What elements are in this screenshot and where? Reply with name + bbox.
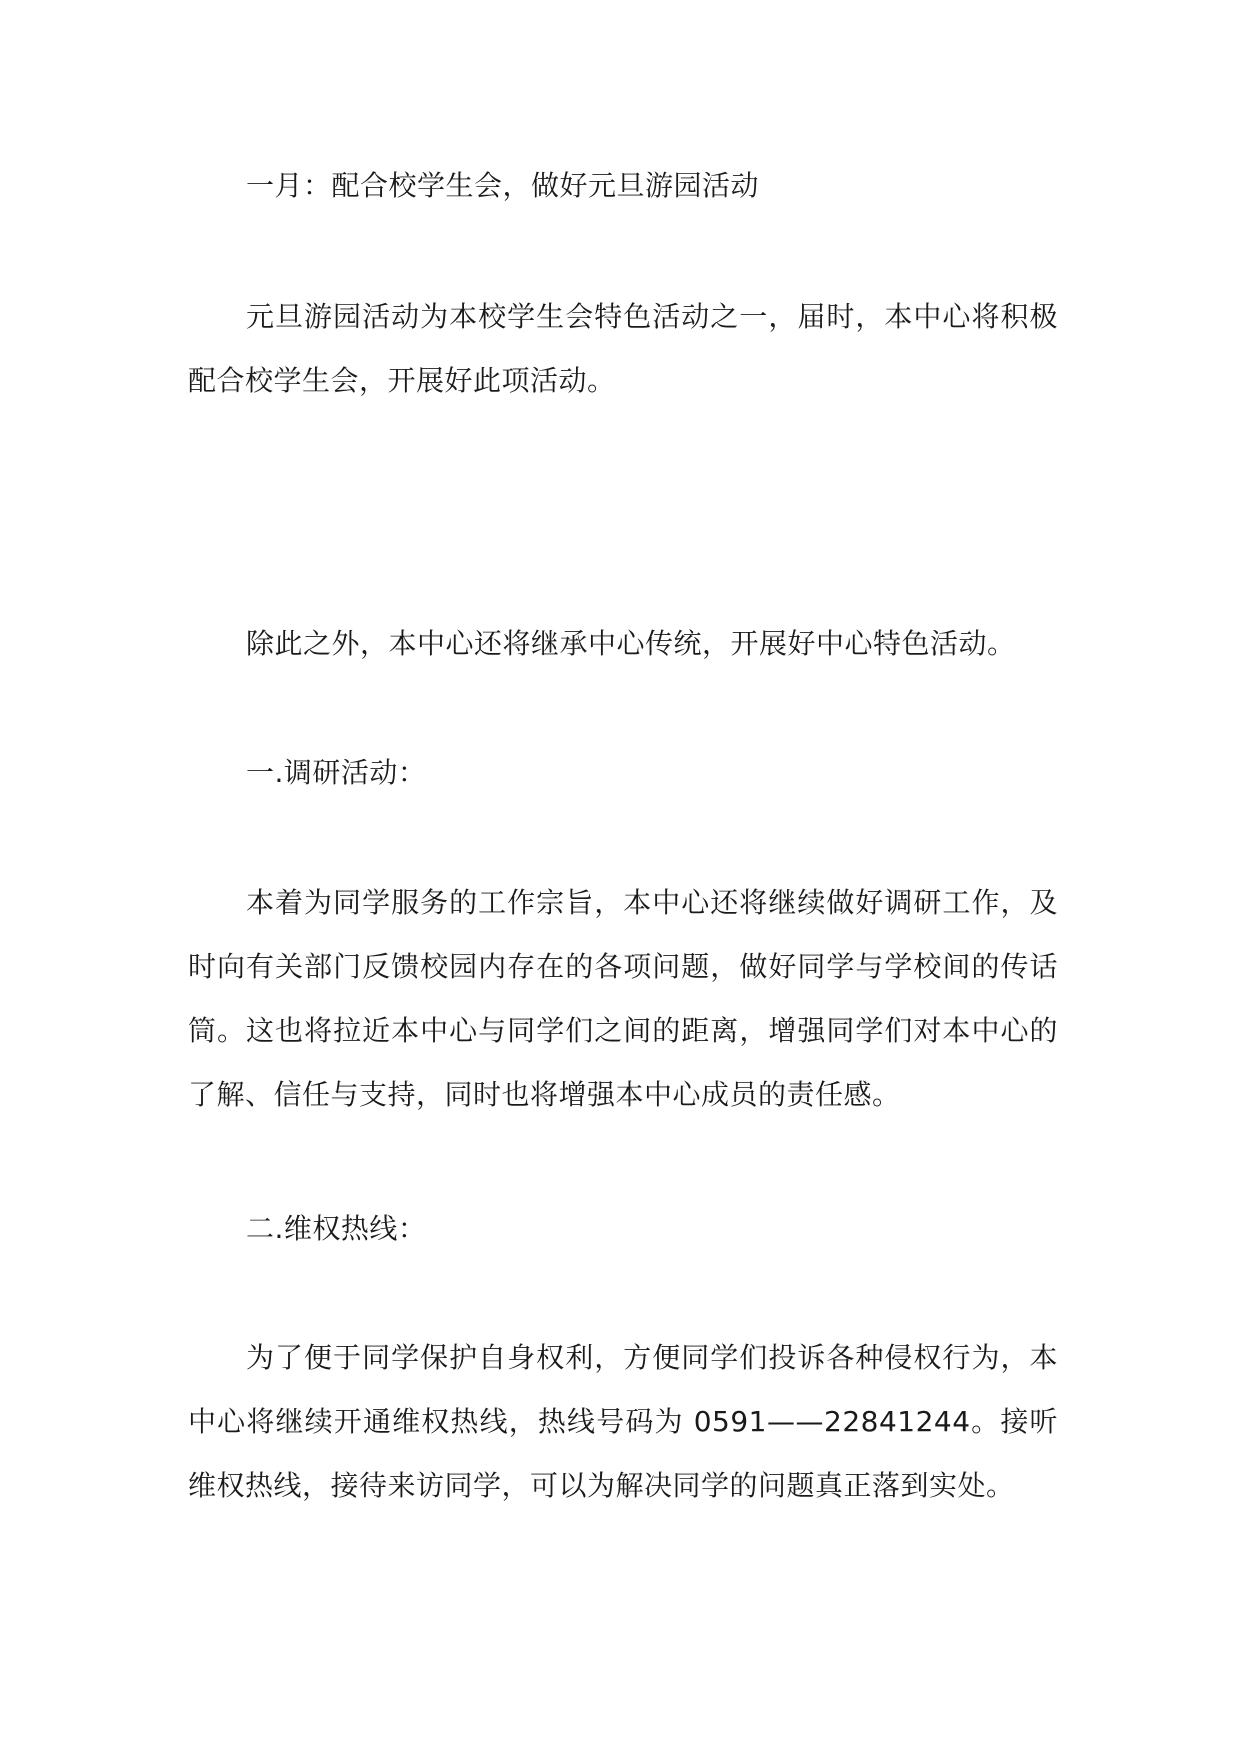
paragraph-center-tradition: 除此之外，本中心还将继承中心传统，开展好中心特色活动。: [246, 627, 1016, 660]
paragraph-january-heading: 一月：配合校学生会，做好元旦游园活动: [246, 169, 760, 202]
paragraph-research-description: 本着为同学服务的工作宗旨，本中心还将继续做好调研工作，及时向有关部门反馈校园内存在的各项问题，做好同学与学校间的传话筒。这也将拉近本中心与同学们之间的距离，增强同学们对本中心的了解、信任与支持，同时也将增强本中心成员的责任感。: [188, 886, 1058, 1111]
heading-rights-hotline: 二.维权热线：: [246, 1212, 427, 1245]
paragraph-hotline-description: 为了便于同学保护自身权利，方便同学们投诉各种侵权行为，本中心将继续开通维权热线，热线号码为 0591——22841244。接听维权热线，接待来访同学，可以为解决同学的问题真正落到实处。: [188, 1341, 1058, 1502]
heading-research-activity: 一.调研活动：: [246, 756, 427, 789]
paragraph-new-year-activity: 元旦游园活动为本校学生会特色活动之一，届时，本中心将积极配合校学生会，开展好此项活动。: [188, 300, 1058, 397]
